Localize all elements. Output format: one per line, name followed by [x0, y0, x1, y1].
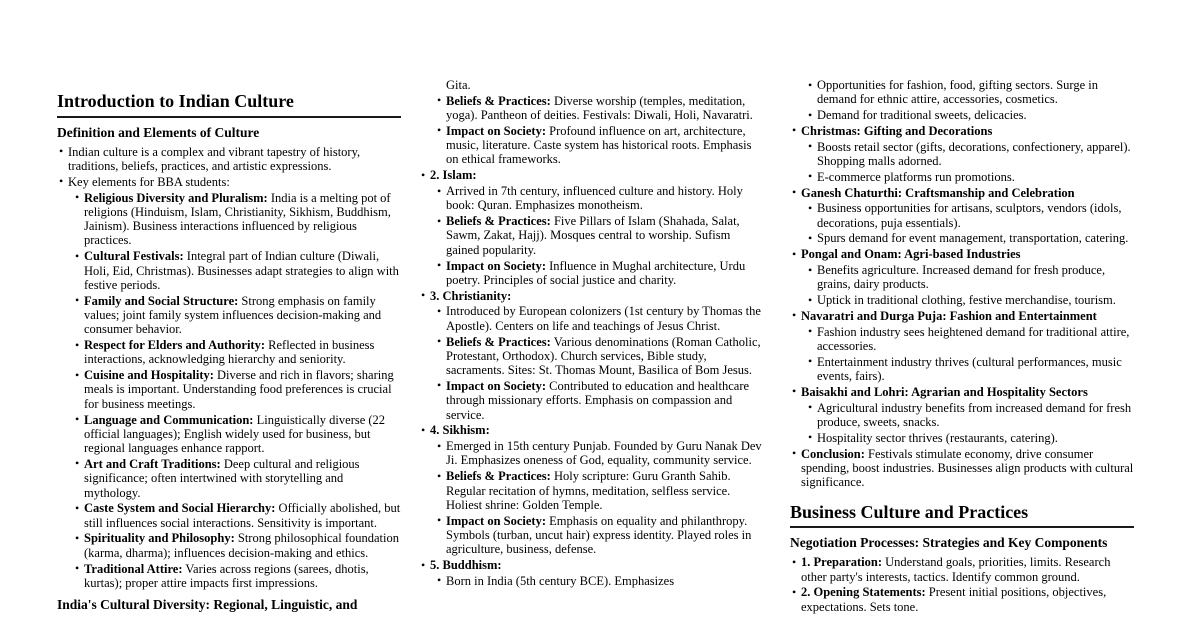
list-item — [435, 439, 765, 468]
bullet-icon: • — [808, 354, 813, 369]
bullet-icon: • — [808, 230, 813, 245]
list-item — [806, 293, 1134, 307]
list-item-lead: Beliefs & Practices: — [446, 214, 551, 229]
list-item-lead: 2. Opening Statements: — [801, 585, 926, 600]
list-item-text: Opportunities for fashion, food, gifting sectors. Surge in demand for ethnic attire, accessories, cosmetics. — [817, 78, 1098, 107]
list-item-lead: Language and Communication: — [84, 412, 254, 427]
bullet-icon: • — [75, 530, 80, 545]
list-item-text: Various denominations (Roman Catholic, Protestant, Orthodox). Church services, Bible study, sacraments. Sites: St. Thomas Mount, Basilica of Bom Jesus. — [446, 334, 761, 378]
bullet-icon: • — [437, 93, 442, 108]
list-item — [806, 263, 1134, 292]
list-item — [790, 555, 1134, 584]
list-item — [790, 124, 1134, 138]
bullet-icon: • — [437, 378, 442, 393]
list-item-lead: Religious Diversity and Pluralism: — [84, 190, 268, 205]
list-item-lead: Impact on Society: — [446, 258, 546, 273]
bullet-icon: • — [808, 400, 813, 415]
list-item — [73, 249, 401, 292]
bullet-icon: • — [421, 557, 426, 572]
list-item-lead: Beliefs & Practices: — [446, 93, 551, 108]
list-item — [73, 457, 401, 500]
list-item-text: Fashion industry sees heightened demand for traditional attire, accessories. — [817, 324, 1130, 354]
list-item-lead: Impact on Society: — [446, 513, 546, 528]
bullet-icon: • — [437, 258, 442, 273]
list-item-lead: 5. Buddhism: — [430, 558, 502, 572]
bullet-icon: • — [808, 200, 813, 215]
bullet-icon: • — [437, 183, 442, 198]
bullet-icon: • — [75, 337, 80, 352]
list-item — [435, 124, 765, 167]
bullet-icon: • — [792, 308, 797, 323]
list-item-lead: Baisakhi and Lohri: Agrarian and Hospitality Sectors — [801, 384, 1088, 399]
bullet-icon: • — [437, 303, 442, 318]
list-item — [419, 289, 765, 303]
list-item-text: Demand for traditional sweets, delicacies. — [817, 108, 1027, 123]
list-item — [790, 309, 1134, 323]
list-item-lead: Pongal and Onam: Agri-based Industries — [801, 247, 1021, 262]
list-item-text: Uptick in traditional clothing, festive merchandise, tourism. — [817, 293, 1116, 308]
list-item-lead: Spirituality and Philosophy: — [84, 531, 235, 546]
list-item-lead: Ganesh Chaturthi: Craftsmanship and Celebration — [801, 185, 1075, 200]
list-item — [806, 401, 1134, 430]
list-item — [435, 335, 765, 378]
list-item-text: Business opportunities for artisans, sculptors, vendors (idols, decorations, puja essentials). — [817, 201, 1122, 230]
list-item-text: Emerged in 15th century Punjab. Founded by Guru Nanak Dev Ji. Emphasizes oneness of God, equality, community service. — [446, 439, 762, 468]
bullet-icon: • — [792, 384, 797, 399]
bullet-icon: • — [792, 246, 797, 261]
bullet-icon: • — [808, 430, 813, 445]
list-item — [790, 585, 1134, 614]
document-column-left — [57, 0, 401, 626]
list-item-text: Varies across regions (sarees, dhotis, kurtas); proper attire impacts first impressions. — [84, 561, 369, 590]
list-item-text: Entertainment industry thrives (cultural performances, music events, fairs). — [817, 354, 1122, 384]
subsection-heading: Negotiation Processes: Strategies and Key Components — [790, 535, 1108, 551]
bullet-icon: • — [792, 446, 797, 461]
list-item — [73, 368, 401, 411]
list-item-lead: Cuisine and Hospitality: — [84, 368, 214, 383]
list-item — [806, 140, 1134, 169]
list-item — [435, 259, 765, 288]
list-item — [419, 423, 765, 437]
bullet-icon: • — [792, 123, 797, 138]
list-item-text: Reflected in business interactions, acknowledging hierarchy and seniority. — [84, 338, 375, 367]
list-item — [806, 325, 1134, 354]
list-item — [73, 191, 401, 248]
list-item-text: Influence in Mughal architecture, Urdu poetry. Principles of social justice and charity. — [446, 258, 746, 287]
list-item-lead: Caste System and Social Hierarchy: — [84, 501, 276, 516]
list-item-lead: 2. Islam: — [430, 168, 477, 183]
list-item — [806, 170, 1134, 184]
bullet-icon: • — [421, 422, 426, 437]
list-item — [806, 355, 1134, 384]
list-item — [435, 214, 765, 257]
list-item — [435, 184, 765, 213]
list-item-text: Profound influence on art, architecture, music, literature. Caste system has historical roots. Emphasis on ethical frameworks. — [446, 123, 752, 167]
list-item-text: Holy scripture: Guru Granth Sahib. Regular recitation of hymns, meditation, selfless service. Holiest shrine: Golden Temple. — [446, 469, 731, 512]
list-item — [73, 338, 401, 367]
bullet-icon: • — [75, 561, 80, 576]
bullet-icon: • — [437, 513, 442, 528]
list-item — [435, 379, 765, 422]
bullet-icon: • — [808, 324, 813, 339]
list-item-text: Agricultural industry benefits from increased demand for fresh produce, sweets, snacks. — [817, 400, 1132, 430]
bullet-icon: • — [808, 262, 813, 277]
bullet-icon: • — [75, 248, 80, 263]
list-item — [57, 175, 401, 189]
bullet-icon: • — [808, 292, 813, 307]
bullet-icon: • — [792, 185, 797, 200]
document-column-middle — [419, 0, 765, 626]
list-item-lead: Impact on Society: — [446, 378, 546, 393]
list-item-text: Present initial positions, objectives, expectations. Sets tone. — [801, 585, 1107, 614]
bullet-icon: • — [808, 107, 813, 122]
list-item-text: Key elements for BBA students: — [68, 174, 230, 189]
bullet-icon: • — [75, 500, 80, 515]
list-item-text: Spurs demand for event management, transportation, catering. — [817, 231, 1129, 246]
list-item-lead: Conclusion: — [801, 446, 865, 461]
list-item-text: Indian culture is a complex and vibrant tapestry of history, traditions, beliefs, practices, and artistic expressions. — [68, 144, 361, 173]
list-item — [435, 304, 765, 333]
list-item-text: Five Pillars of Islam (Shahada, Salat, Sawm, Zakat, Hajj). Mosques central to worship. Sufism gained popularity. — [446, 214, 740, 257]
bullet-icon: • — [437, 123, 442, 138]
section-title: Business Culture and Practices — [790, 502, 1134, 529]
list-item-lead: 4. Sikhism: — [430, 423, 490, 438]
document-column-right — [790, 0, 1134, 626]
bullet-icon: • — [75, 293, 80, 308]
list-item — [806, 201, 1134, 230]
list-item-text: Integral part of Indian culture (Diwali, Holi, Eid, Christmas). Businesses adapt strategies to align with festive periods. — [84, 249, 399, 292]
list-item-text: Deep cultural and religious significance; often intertwined with storytelling and mythology. — [84, 456, 360, 500]
list-item-lead: Traditional Attire: — [84, 561, 183, 576]
list-item-text: Linguistically diverse (22 official languages); English widely used for business, but regional languages enhance rapport. — [84, 412, 386, 456]
list-item-text: Diverse worship (temples, meditation, yoga). Pantheon of deities. Festivals: Diwali, Holi, Navaratri. — [446, 93, 753, 123]
list-item-lead: Beliefs & Practices: — [446, 469, 551, 484]
list-item — [435, 94, 765, 123]
list-item-text: Festivals stimulate economy, drive consumer spending, boost industries. Businesses align products with cultural significance. — [801, 446, 1134, 490]
list-item — [790, 447, 1134, 490]
list-item-text: Strong philosophical foundation (karma, dharma); influences decision-making and ethics. — [84, 531, 399, 560]
bullet-icon: • — [792, 554, 797, 569]
bullet-icon: • — [421, 167, 426, 182]
bullet-icon: • — [437, 334, 442, 349]
bullet-icon: • — [437, 438, 442, 453]
list-item — [419, 558, 765, 572]
list-item-text: Understand goals, priorities, limits. Research other party's interests, tactics. Identify common ground. — [801, 555, 1111, 584]
bullet-icon: • — [792, 584, 797, 599]
list-item — [435, 574, 765, 588]
list-item-text: Benefits agriculture. Increased demand for fresh produce, grains, dairy products. — [817, 263, 1106, 292]
list-item-lead: Christmas: Gifting and Decorations — [801, 123, 993, 138]
bullet-icon: • — [437, 213, 442, 228]
list-item — [419, 168, 765, 182]
list-item — [806, 108, 1134, 122]
continuation-line: Gita. — [446, 78, 471, 92]
list-item-text: Diverse and rich in flavors; sharing meals is important. Understanding food preferences is crucial for business meetings. — [84, 368, 394, 411]
list-item-lead: Cultural Festivals: — [84, 249, 184, 264]
list-item-text: Emphasis on equality and philanthropy. Symbols (turban, uncut hair) express identity. Played roles in agriculture, business, defense. — [446, 513, 752, 557]
list-item-text: Hospitality sector thrives (restaurants, catering). — [817, 430, 1058, 445]
list-item-lead: 1. Preparation: — [801, 555, 883, 570]
section-title: Introduction to Indian Culture — [57, 91, 401, 118]
list-item-lead: Respect for Elders and Authority: — [84, 338, 266, 353]
list-item — [57, 145, 401, 174]
list-item — [73, 501, 401, 530]
list-item-text: Boosts retail sector (gifts, decorations, confectionery, apparel). Shopping malls adorned. — [817, 139, 1131, 168]
list-item-lead: 3. Christianity: — [430, 288, 512, 303]
bullet-icon: • — [59, 174, 64, 189]
bullet-icon: • — [421, 288, 426, 303]
list-item-lead: Impact on Society: — [446, 123, 546, 138]
bullet-icon: • — [75, 190, 80, 205]
list-item — [806, 78, 1134, 107]
bullet-icon: • — [437, 573, 442, 588]
subsection-heading: Definition and Elements of Culture — [57, 124, 260, 140]
list-item — [790, 186, 1134, 200]
bullet-icon: • — [59, 144, 64, 159]
list-item — [73, 562, 401, 591]
subsection-heading: India's Cultural Diversity: Regional, Linguistic, and — [57, 597, 358, 613]
list-item-text: Born in India (5th century BCE). Emphasizes — [446, 573, 675, 588]
list-item-text: Introduced by European colonizers (1st century by Thomas the Apostle). Centers on life and teachings of Jesus Christ. — [446, 304, 761, 333]
list-item-text: Contributed to education and healthcare through missionary efforts. Emphasis on compassion and service. — [446, 378, 750, 422]
bullet-icon: • — [808, 169, 813, 184]
list-item — [73, 531, 401, 560]
list-item-lead: Art and Craft Traditions: — [84, 456, 221, 471]
list-item — [806, 431, 1134, 445]
list-item-text: Officially abolished, but still influences social interactions. Sensitivity is important. — [84, 501, 401, 530]
list-item-lead: Beliefs & Practices: — [446, 334, 551, 349]
list-item-text: Strong emphasis on family values; joint family system influences decision-making and consumer behavior. — [84, 293, 382, 337]
bullet-icon: • — [808, 77, 813, 92]
list-item — [73, 294, 401, 337]
list-item-lead: Navaratri and Durga Puja: Fashion and Entertainment — [801, 308, 1097, 323]
list-item — [790, 385, 1134, 399]
list-item — [435, 469, 765, 512]
bullet-icon: • — [75, 456, 80, 471]
list-item — [73, 413, 401, 456]
list-item-text: Arrived in 7th century, influenced culture and history. Holy book: Quran. Emphasizes monotheism. — [446, 184, 743, 213]
bullet-icon: • — [437, 468, 442, 483]
list-item-lead: Family and Social Structure: — [84, 293, 239, 308]
bullet-icon: • — [75, 367, 80, 382]
bullet-icon: • — [75, 412, 80, 427]
list-item-text: E-commerce platforms run promotions. — [817, 169, 1015, 184]
list-item — [435, 514, 765, 557]
list-item-text: India is a melting pot of religions (Hinduism, Islam, Christianity, Sikhism, Buddhism, Jainism). Business interactions influenced by religious practices. — [84, 190, 391, 248]
list-item — [806, 231, 1134, 245]
bullet-icon: • — [808, 139, 813, 154]
list-item — [790, 247, 1134, 261]
